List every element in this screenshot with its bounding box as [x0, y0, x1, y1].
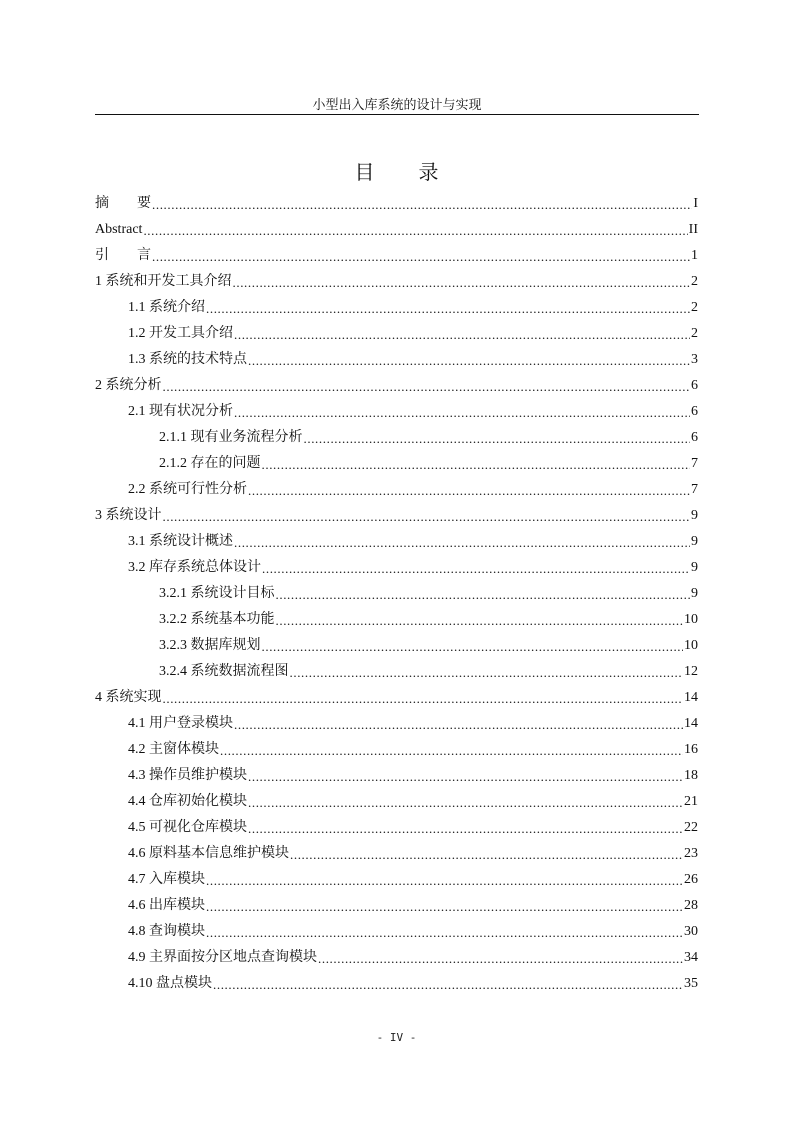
toc-entry[interactable] — [95, 784, 698, 810]
toc-heading-char-1: 目 — [354, 160, 375, 184]
toc-entry-title: 3.2.1 系统设计目标 — [159, 586, 275, 601]
toc-entry-title: 4.1 用户登录模块 — [128, 716, 233, 731]
toc-entry[interactable] — [95, 940, 698, 966]
dot-leader — [248, 822, 683, 836]
toc-entry-title: 3.2.2 系统基本功能 — [159, 612, 275, 627]
toc-entry-page-number: 12 — [684, 664, 698, 679]
toc-entry-title: 2 系统分析 — [95, 378, 162, 393]
toc-entry-page-number: 2 — [691, 326, 698, 341]
toc-entry[interactable] — [95, 628, 698, 654]
toc-entry[interactable] — [95, 654, 698, 680]
toc-entry-title: 4.3 操作员维护模块 — [128, 768, 247, 783]
dot-leader — [276, 614, 684, 628]
toc-entry-title: 4.6 原料基本信息维护模块 — [128, 846, 289, 861]
toc-entry-title: 摘 要 — [95, 196, 151, 211]
dot-leader — [262, 562, 690, 576]
toc-entry-page-number: 28 — [684, 898, 698, 913]
toc-heading — [0, 156, 793, 185]
toc-entry-page-number: 10 — [684, 612, 698, 627]
dot-leader — [290, 666, 684, 680]
dot-leader — [206, 900, 683, 914]
toc-entry-title: 3.2.3 数据库规划 — [159, 638, 261, 653]
toc-entry-page-number: 2 — [691, 274, 698, 289]
dot-leader — [152, 250, 690, 264]
toc-entry[interactable] — [95, 706, 698, 732]
dot-leader — [248, 770, 683, 784]
toc-entry[interactable] — [95, 212, 698, 238]
dot-leader — [213, 978, 683, 992]
table-of-contents — [95, 186, 698, 992]
dot-leader — [206, 302, 690, 316]
toc-entry-page-number: 6 — [691, 378, 698, 393]
toc-entry-page-number: 9 — [691, 586, 698, 601]
toc-entry[interactable] — [95, 316, 698, 342]
dot-leader — [248, 484, 690, 498]
toc-entry-title: 4.10 盘点模块 — [128, 976, 212, 991]
dot-leader — [163, 380, 691, 394]
toc-entry-page-number: 30 — [684, 924, 698, 939]
dot-leader — [248, 354, 690, 368]
toc-entry-title: 1.1 系统介绍 — [128, 300, 205, 315]
toc-entry-page-number: 35 — [684, 976, 698, 991]
toc-entry-page-number: 18 — [684, 768, 698, 783]
toc-entry[interactable] — [95, 368, 698, 394]
toc-entry-page-number: 9 — [691, 508, 698, 523]
toc-heading-char-2: 录 — [418, 160, 439, 184]
toc-entry-title: 1.3 系统的技术特点 — [128, 352, 247, 367]
dot-leader — [262, 458, 691, 472]
dot-leader — [290, 848, 683, 862]
toc-entry-page-number: 7 — [691, 456, 698, 471]
toc-entry[interactable] — [95, 914, 698, 940]
toc-entry[interactable] — [95, 888, 698, 914]
dot-leader — [206, 874, 683, 888]
dot-leader — [233, 276, 691, 290]
dot-leader — [234, 536, 690, 550]
toc-entry-page-number: 6 — [691, 404, 698, 419]
toc-entry[interactable] — [95, 394, 698, 420]
toc-entry-page-number: 22 — [684, 820, 698, 835]
toc-entry-page-number: 23 — [684, 846, 698, 861]
toc-entry-title: 4.9 主界面按分区地点查询模块 — [128, 950, 317, 965]
toc-entry[interactable] — [95, 576, 698, 602]
toc-entry-title: 4.2 主窗体模块 — [128, 742, 219, 757]
toc-entry[interactable] — [95, 758, 698, 784]
toc-entry-title: 4.5 可视化仓库模块 — [128, 820, 247, 835]
toc-entry[interactable] — [95, 602, 698, 628]
dot-leader — [163, 692, 684, 706]
dot-leader — [234, 406, 690, 420]
toc-entry[interactable] — [95, 810, 698, 836]
toc-entry-title: 3 系统设计 — [95, 508, 162, 523]
toc-entry-page-number: II — [688, 222, 698, 237]
dot-leader — [304, 432, 691, 446]
toc-entry[interactable] — [95, 342, 698, 368]
dot-leader — [206, 926, 683, 940]
toc-entry-title: 3.1 系统设计概述 — [128, 534, 233, 549]
toc-entry[interactable] — [95, 836, 698, 862]
toc-entry[interactable] — [95, 420, 698, 446]
toc-entry[interactable] — [95, 732, 698, 758]
toc-entry-title: 引 言 — [95, 248, 151, 263]
dot-leader — [234, 328, 690, 342]
toc-entry-title: 1.2 开发工具介绍 — [128, 326, 233, 341]
toc-entry-page-number: 14 — [684, 690, 698, 705]
toc-entry-page-number: 9 — [691, 560, 698, 575]
toc-entry-page-number: 16 — [684, 742, 698, 757]
toc-entry-page-number: 21 — [684, 794, 698, 809]
toc-entry-title: 2.1.1 现有业务流程分析 — [159, 430, 303, 445]
toc-entry-page-number: 1 — [691, 248, 698, 263]
dot-leader — [163, 510, 691, 524]
dot-leader — [234, 718, 683, 732]
toc-entry-page-number: 10 — [684, 638, 698, 653]
toc-entry-title: 4.6 出库模块 — [128, 898, 205, 913]
toc-entry[interactable] — [95, 680, 698, 706]
toc-entry[interactable] — [95, 524, 698, 550]
toc-entry-title: 4.8 查询模块 — [128, 924, 205, 939]
toc-entry-title: 2.1.2 存在的问题 — [159, 456, 261, 471]
toc-entry-title: 2.2 系统可行性分析 — [128, 482, 247, 497]
toc-entry[interactable] — [95, 264, 698, 290]
toc-entry[interactable] — [95, 966, 698, 992]
toc-entry-title: 4 系统实现 — [95, 690, 162, 705]
toc-entry-title: 3.2 库存系统总体设计 — [128, 560, 261, 575]
page-number: - IV - — [376, 1031, 417, 1044]
toc-entry-title: 4.7 入库模块 — [128, 872, 205, 887]
toc-entry[interactable] — [95, 290, 698, 316]
toc-entry-page-number: 7 — [691, 482, 698, 497]
dot-leader — [248, 796, 683, 810]
toc-entry-page-number: 34 — [684, 950, 698, 965]
running-header: 小型出入库系统的设计与实现 — [312, 97, 482, 112]
toc-entry[interactable] — [95, 238, 698, 264]
toc-entry-title: 3.2.4 系统数据流程图 — [159, 664, 289, 679]
toc-entry[interactable] — [95, 472, 698, 498]
toc-entry[interactable] — [95, 446, 698, 472]
dot-leader — [276, 588, 691, 602]
toc-entry[interactable] — [95, 862, 698, 888]
toc-entry-page-number: 6 — [691, 430, 698, 445]
toc-entry-title: 4.4 仓库初始化模块 — [128, 794, 247, 809]
dot-leader — [318, 952, 683, 966]
toc-entry-page-number: 2 — [691, 300, 698, 315]
toc-entry-title: 1 系统和开发工具介绍 — [95, 274, 232, 289]
header-rule — [95, 114, 699, 115]
toc-entry[interactable] — [95, 498, 698, 524]
dot-leader — [143, 224, 687, 238]
toc-entry-title: 2.1 现有状况分析 — [128, 404, 233, 419]
toc-entry[interactable] — [95, 186, 698, 212]
toc-entry-page-number: 9 — [691, 534, 698, 549]
dot-leader — [220, 744, 683, 758]
toc-entry[interactable] — [95, 550, 698, 576]
toc-entry-page-number: 26 — [684, 872, 698, 887]
toc-entry-title: Abstract — [95, 222, 143, 237]
toc-entry-page-number: 14 — [684, 716, 698, 731]
toc-entry-page-number: I — [693, 196, 698, 211]
toc-entry-page-number: 3 — [691, 352, 698, 367]
dot-leader — [262, 640, 684, 654]
dot-leader — [152, 198, 692, 212]
